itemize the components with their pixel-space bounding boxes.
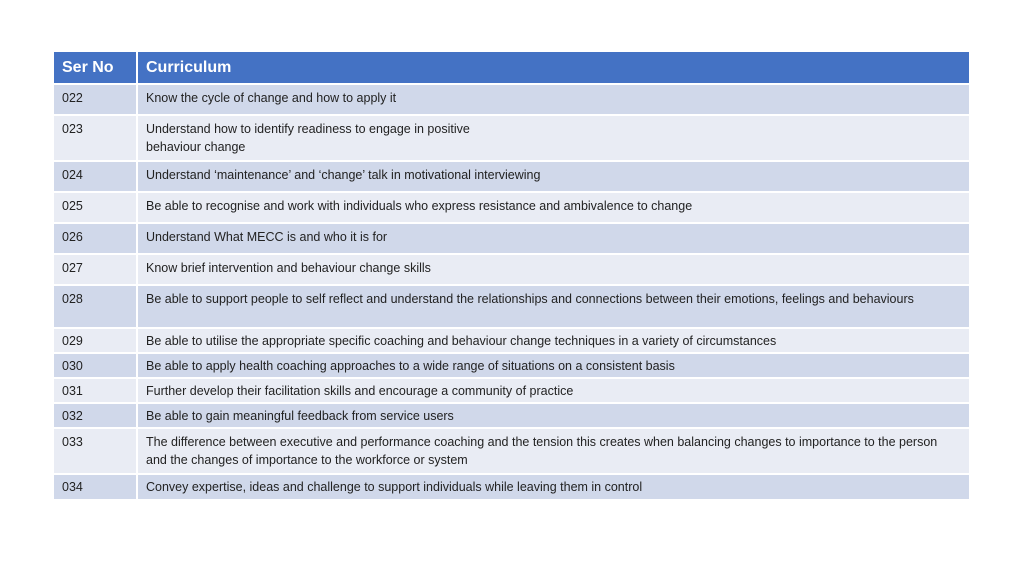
table-row <box>54 84 969 115</box>
curriculum-cell: Be able to recognise and work with individuals who express resistance and ambivalence to change <box>137 192 969 223</box>
ser-no-cell: 027 <box>54 254 137 285</box>
curriculum-cell: Convey expertise, ideas and challenge to support individuals while leaving them in control <box>137 474 969 499</box>
table-row <box>54 353 969 378</box>
curriculum-cell: Know the cycle of change and how to apply it <box>137 84 969 115</box>
ser-no-cell: 023 <box>54 115 137 161</box>
table-row <box>54 328 969 353</box>
curriculum-cell: Be able to gain meaningful feedback from service users <box>137 403 969 428</box>
table-row <box>54 378 969 403</box>
table-row <box>54 285 969 328</box>
table-row <box>54 192 969 223</box>
ser-no-cell: 025 <box>54 192 137 223</box>
table-row <box>54 223 969 254</box>
ser-no-cell: 029 <box>54 328 137 353</box>
header-curriculum: Curriculum <box>137 52 969 84</box>
curriculum-cell: Understand how to identify readiness to engage in positive behaviour change <box>137 115 969 161</box>
ser-no-cell: 030 <box>54 353 137 378</box>
header-row <box>54 52 969 84</box>
table-row <box>54 254 969 285</box>
ser-no-cell: 032 <box>54 403 137 428</box>
table-row <box>54 474 969 499</box>
table-row <box>54 428 969 474</box>
table-row <box>54 403 969 428</box>
curriculum-cell: Understand ‘maintenance’ and ‘change’ talk in motivational interviewing <box>137 161 969 192</box>
table-row <box>54 115 969 161</box>
curriculum-cell: Be able to utilise the appropriate specific coaching and behaviour change techniques in a variety of circumstances <box>137 328 969 353</box>
curriculum-cell: Understand What MECC is and who it is for <box>137 223 969 254</box>
ser-no-cell: 031 <box>54 378 137 403</box>
ser-no-cell: 034 <box>54 474 137 499</box>
curriculum-table <box>54 52 969 499</box>
table-body <box>54 84 969 499</box>
ser-no-cell: 022 <box>54 84 137 115</box>
curriculum-cell: The difference between executive and performance coaching and the tension this creates when balancing changes to importance to the person and the changes of importance to the workforce or system <box>137 428 969 474</box>
curriculum-cell: Be able to support people to self reflect and understand the relationships and connections between their emotions, feelings and behaviours <box>137 285 969 328</box>
curriculum-cell: Know brief intervention and behaviour change skills <box>137 254 969 285</box>
curriculum-cell: Further develop their facilitation skills and encourage a community of practice <box>137 378 969 403</box>
table-row <box>54 161 969 192</box>
ser-no-cell: 033 <box>54 428 137 474</box>
header-ser-no: Ser No <box>54 52 137 84</box>
ser-no-cell: 026 <box>54 223 137 254</box>
curriculum-cell: Be able to apply health coaching approaches to a wide range of situations on a consistent basis <box>137 353 969 378</box>
ser-no-cell: 024 <box>54 161 137 192</box>
ser-no-cell: 028 <box>54 285 137 328</box>
